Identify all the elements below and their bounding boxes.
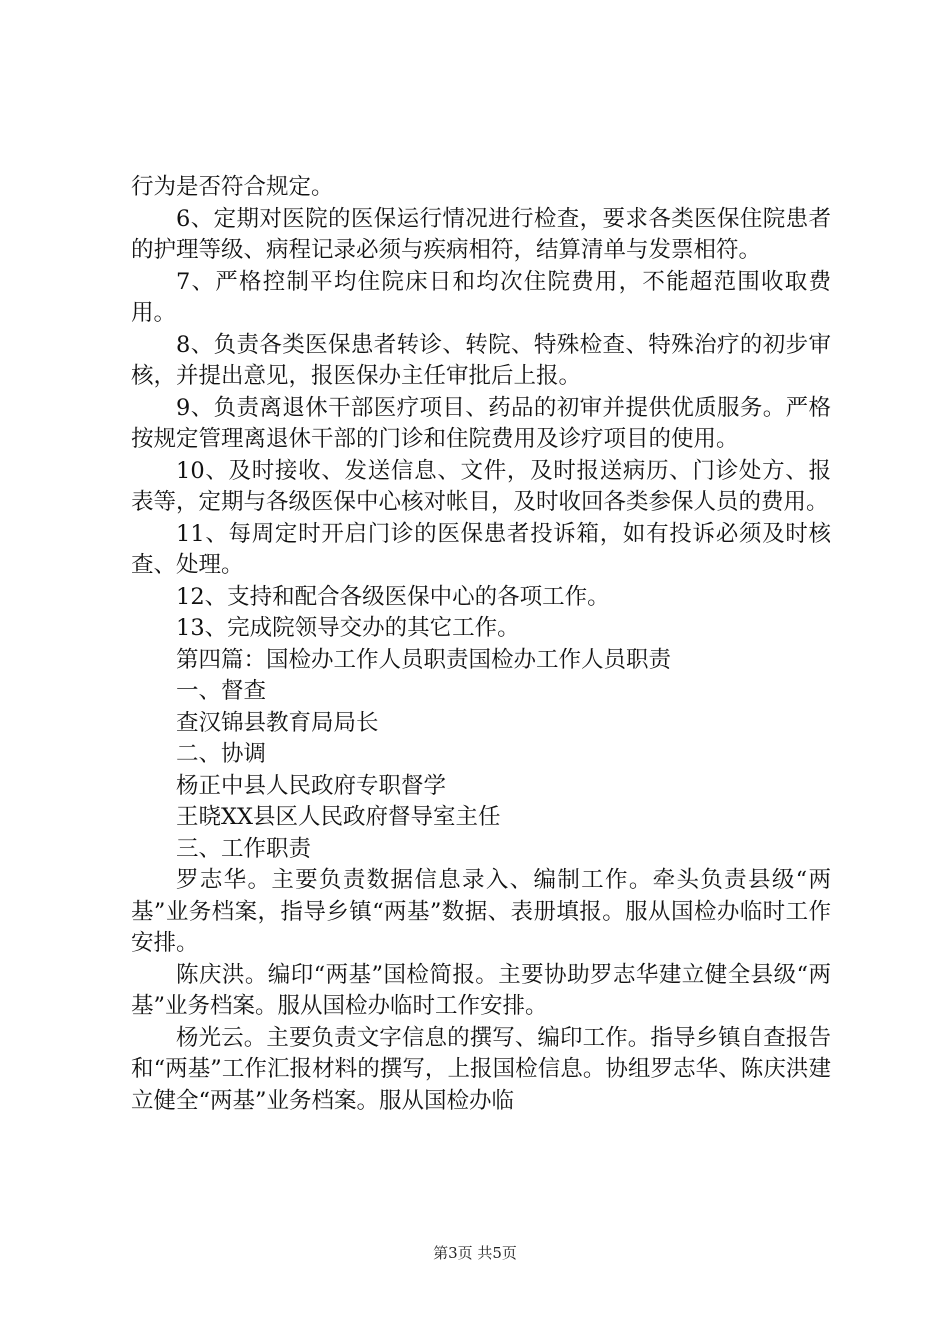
subheading-coordination: 二、协调 [176,741,267,767]
person-line-3: 王晓XX县区人民政府督导室主任 [176,804,501,830]
paragraph-2: 6、定期对医院的医保运行情况进行检查，要求各类医保住院患者的护理等级、病程记录必须与疾病相符，结算清单与发票相符。 [131,205,831,263]
subheading-duties: 三、工作职责 [176,835,312,862]
duty-paragraph-3: 杨光云。主要负责文字信息的撰写、编印工作。指导乡镇自查报告和“两基”工作汇报材料的撰写，上报国检信息。协组罗志华、陈庆洪建立健全“两基”业务档案。服从国检办临 [131,1024,831,1114]
paragraph-3: 7、严格控制平均住院床日和均次住院费用，不能超范围收取费用。 [131,268,831,326]
paragraph-4: 8、负责各类医保患者转诊、转院、特殊检查、特殊治疗的初步审核，并提出意见，报医保办主任审批后上报。 [131,331,831,389]
paragraph-6: 10、及时接收、发送信息、文件，及时报送病历、门诊处方、报表等，定期与各级医保中心核对帐目，及时收回各类参保人员的费用。 [131,457,831,515]
person-line-1: 查汉锦县教育局局长 [176,709,379,736]
page-number-label: 第3页 共5页 [433,1244,517,1262]
person-line-2: 杨正中县人民政府专职督学 [176,772,447,799]
section-heading-4: 第四篇：国检办工作人员职责国检办工作人员职责 [176,646,672,673]
page-footer [0,1243,950,1263]
paragraph-7: 11、每周定时开启门诊的医保患者投诉箱，如有投诉必须及时核查、处理。 [131,520,831,578]
paragraph-8: 12、支持和配合各级医保中心的各项工作。 [176,583,610,610]
paragraph-9: 13、完成院领导交办的其它工作。 [176,615,520,641]
paragraph-1: 行为是否符合规定。 [131,174,334,200]
paragraph-5: 9、负责离退休干部医疗项目、药品的初审并提供优质服务。严格按规定管理离退休干部的门诊和住院费用及诊疗项目的使用。 [131,394,831,452]
duty-paragraph-1: 罗志华。主要负责数据信息录入、编制工作。牵头负责县级“两基”业务档案，指导乡镇“两基”数据、表册填报。服从国检办临时工作安排。 [131,867,831,956]
subheading-supervision: 一、督查 [176,678,267,704]
document-body [131,172,831,1117]
duty-paragraph-2: 陈庆洪。编印“两基”国检简报。主要协助罗志华建立健全县级“两基”业务档案。服从国检办临时工作安排。 [131,961,831,1019]
